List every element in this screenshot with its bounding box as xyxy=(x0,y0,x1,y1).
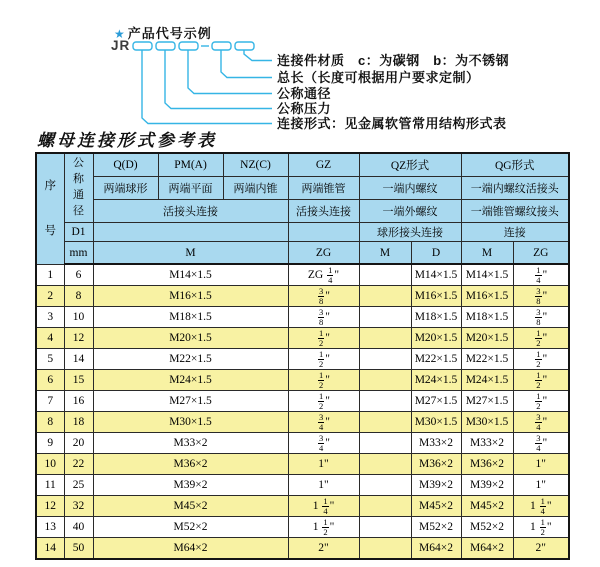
row-qg-zg: 1" xyxy=(513,475,569,496)
row-gz: 1 $\frac{1}{4}$ " xyxy=(288,496,359,517)
header-mm: mm xyxy=(64,242,93,265)
row-qg-zg: $\frac{1}{2}$ " xyxy=(513,349,569,370)
row-qg-zg: $\frac{1}{2}$ " xyxy=(513,370,569,391)
row-qz-d: M22×1.5 xyxy=(411,349,461,370)
row-qg-m: M18×1.5 xyxy=(461,307,513,328)
row-gz: $\frac{1}{2}$ " xyxy=(288,349,359,370)
header-qg: QG形式 xyxy=(461,153,569,177)
row-m: M16×1.5 xyxy=(93,286,288,307)
row-qg-zg: $\frac{1}{2}$ " xyxy=(513,391,569,412)
row-dn: 20 xyxy=(64,433,93,454)
code-box xyxy=(133,42,152,50)
row-m: M20×1.5 xyxy=(93,328,288,349)
row-qz-d: M33×2 xyxy=(411,433,461,454)
row-qz-m xyxy=(359,475,411,496)
row-dn: 12 xyxy=(64,328,93,349)
row-dn: 22 xyxy=(64,454,93,475)
row-qg-zg: 1" xyxy=(513,454,569,475)
row-qg-zg: $\frac{1}{2}$ " xyxy=(513,328,569,349)
header-qz-desc1: 一端内螺纹 xyxy=(359,177,461,200)
nut-connection-table xyxy=(35,152,570,560)
row-qg-zg: $\frac{3}{4}$ " xyxy=(513,433,569,454)
code-box xyxy=(212,42,231,50)
row-qg-m: M39×2 xyxy=(461,475,513,496)
row-qz-d: M18×1.5 xyxy=(411,307,461,328)
row-m: M22×1.5 xyxy=(93,349,288,370)
row-dn: 6 xyxy=(64,264,93,286)
row-dn: 10 xyxy=(64,307,93,328)
row-qg-m: M14×1.5 xyxy=(461,264,513,286)
header-qz: QZ形式 xyxy=(359,153,461,177)
row-dn: 40 xyxy=(64,517,93,538)
row-m: M18×1.5 xyxy=(93,307,288,328)
header-qg-zg: ZG xyxy=(513,242,569,265)
table-row xyxy=(36,328,569,349)
table-row xyxy=(36,264,569,286)
row-m: M39×2 xyxy=(93,475,288,496)
row-m: M24×1.5 xyxy=(93,370,288,391)
header-zg: ZG xyxy=(288,242,359,265)
row-m: M30×1.5 xyxy=(93,412,288,433)
row-m: M27×1.5 xyxy=(93,391,288,412)
row-qg-m: M64×2 xyxy=(461,538,513,560)
row-m: M14×1.5 xyxy=(93,264,288,286)
row-no: 2 xyxy=(36,286,64,307)
table-row xyxy=(36,496,569,517)
row-no: 5 xyxy=(36,349,64,370)
header-qg-desc2: 一端锥管螺纹接头 xyxy=(461,200,569,223)
row-qg-zg: 1 $\frac{1}{2}$ " xyxy=(513,517,569,538)
row-gz: 1" xyxy=(288,475,359,496)
row-gz: 1 $\frac{1}{2}$ " xyxy=(288,517,359,538)
row-dn: 18 xyxy=(64,412,93,433)
callout-label-pressure: 公称压力 xyxy=(277,101,332,116)
table-row xyxy=(36,454,569,475)
row-dn: 25 xyxy=(64,475,93,496)
row-qz-d: M64×2 xyxy=(411,538,461,560)
header-nz: NZ(C) xyxy=(223,153,288,177)
row-qg-m: M20×1.5 xyxy=(461,328,513,349)
row-gz: $\frac{1}{2}$ " xyxy=(288,370,359,391)
header-qz-connection: 球形接头连接 xyxy=(359,223,461,242)
header-nominal-diameter: 公称通径 xyxy=(64,153,93,223)
table-row xyxy=(36,433,569,454)
row-qg-zg: $\frac{1}{4}$ " xyxy=(513,264,569,286)
row-no: 12 xyxy=(36,496,64,517)
row-qz-d: M39×2 xyxy=(411,475,461,496)
header-qg-connection: 连接 xyxy=(461,223,569,242)
header-gz: GZ xyxy=(288,153,359,177)
product-code-prefix: JR xyxy=(111,38,131,53)
table-row xyxy=(36,475,569,496)
row-gz: 2" xyxy=(288,538,359,560)
header-qz-m: M xyxy=(359,242,411,265)
row-no: 8 xyxy=(36,412,64,433)
row-m: M33×2 xyxy=(93,433,288,454)
code-box xyxy=(235,42,254,50)
header-q: Q(D) xyxy=(93,153,158,177)
callout-label-length: 总长（长度可根据用户要求定制） xyxy=(277,70,480,85)
row-qg-m: M36×2 xyxy=(461,454,513,475)
row-qz-m xyxy=(359,307,411,328)
diagram-title-text: 产品代号示例 xyxy=(127,26,212,41)
row-no: 7 xyxy=(36,391,64,412)
header-seq: 序号 xyxy=(36,153,64,264)
table-row xyxy=(36,307,569,328)
table-row xyxy=(36,286,569,307)
row-gz: $\frac{1}{2}$ " xyxy=(288,328,359,349)
header-qg-desc1: 一端内螺纹活接头 xyxy=(461,177,569,200)
row-no: 11 xyxy=(36,475,64,496)
row-qz-m xyxy=(359,538,411,560)
row-qz-d: M14×1.5 xyxy=(411,264,461,286)
table-row xyxy=(36,370,569,391)
row-qg-m: M16×1.5 xyxy=(461,286,513,307)
table-row xyxy=(36,391,569,412)
row-qg-zg: 1 $\frac{1}{4}$ " xyxy=(513,496,569,517)
header-qz-d: D xyxy=(411,242,461,265)
header-union-connection: 活接头连接 xyxy=(93,200,288,223)
row-qz-d: M30×1.5 xyxy=(411,412,461,433)
row-qg-zg: $\frac{3}{8}$ " xyxy=(513,307,569,328)
header-pm-desc: 两端平面 xyxy=(158,177,223,200)
row-qz-m xyxy=(359,370,411,391)
star-icon: ★ xyxy=(114,27,126,41)
row-dn: 50 xyxy=(64,538,93,560)
header-qg-m: M xyxy=(461,242,513,265)
row-qz-m xyxy=(359,328,411,349)
header-m-wide: M xyxy=(93,242,288,265)
row-qg-m: M24×1.5 xyxy=(461,370,513,391)
code-box xyxy=(156,42,175,50)
row-qz-m xyxy=(359,349,411,370)
row-qz-d: M27×1.5 xyxy=(411,391,461,412)
callout-label-material: 连接件材质 c：为碳钢 b：为不锈钢 xyxy=(277,53,510,68)
table-row xyxy=(36,349,569,370)
header-q-desc: 两端球形 xyxy=(93,177,158,200)
row-qg-m: M45×2 xyxy=(461,496,513,517)
row-qg-zg: $\frac{3}{8}$ " xyxy=(513,286,569,307)
callout-line xyxy=(221,50,272,78)
row-m: M36×2 xyxy=(93,454,288,475)
header-gz-connection: 活接头连接 xyxy=(288,200,359,223)
row-qz-m xyxy=(359,412,411,433)
row-qg-zg: 2" xyxy=(513,538,569,560)
callout-line xyxy=(188,50,272,94)
row-gz: $\frac{3}{8}$ " xyxy=(288,307,359,328)
header-pm: PM(A) xyxy=(158,153,223,177)
table-row xyxy=(36,538,569,560)
row-qz-d: M20×1.5 xyxy=(411,328,461,349)
header-empty-left xyxy=(93,223,288,242)
row-qz-d: M36×2 xyxy=(411,454,461,475)
row-dn: 15 xyxy=(64,370,93,391)
table-row xyxy=(36,412,569,433)
row-qz-d: M24×1.5 xyxy=(411,370,461,391)
callout-line xyxy=(165,50,272,109)
header-qz-desc2: 一端外螺纹 xyxy=(359,200,461,223)
row-no: 14 xyxy=(36,538,64,560)
row-qg-zg: $\frac{3}{4}$ " xyxy=(513,412,569,433)
row-qz-m xyxy=(359,286,411,307)
row-no: 13 xyxy=(36,517,64,538)
table-title: 螺母连接形式参考表 xyxy=(37,131,217,150)
table-row xyxy=(36,517,569,538)
row-m: M52×2 xyxy=(93,517,288,538)
row-gz: $\frac{3}{8}$ " xyxy=(288,286,359,307)
row-no: 10 xyxy=(36,454,64,475)
row-qz-m xyxy=(359,496,411,517)
header-nz-desc: 两端内锥 xyxy=(223,177,288,200)
row-dn: 16 xyxy=(64,391,93,412)
row-qz-d: M52×2 xyxy=(411,517,461,538)
row-gz: ZG $\frac{1}{4}$ " xyxy=(288,264,359,286)
row-dn: 8 xyxy=(64,286,93,307)
row-qz-m xyxy=(359,433,411,454)
row-qz-m xyxy=(359,264,411,286)
header-d1: D1 xyxy=(64,223,93,242)
row-no: 1 xyxy=(36,264,64,286)
row-m: M45×2 xyxy=(93,496,288,517)
row-qz-d: M45×2 xyxy=(411,496,461,517)
row-qg-m: M30×1.5 xyxy=(461,412,513,433)
callout-line xyxy=(244,50,272,61)
row-dn: 32 xyxy=(64,496,93,517)
row-qz-m xyxy=(359,517,411,538)
row-qg-m: M22×1.5 xyxy=(461,349,513,370)
row-qz-d: M16×1.5 xyxy=(411,286,461,307)
reference-table-wrapper xyxy=(35,152,570,560)
row-gz: $\frac{3}{4}$ " xyxy=(288,412,359,433)
row-gz: 1" xyxy=(288,454,359,475)
header-empty-gz xyxy=(288,223,359,242)
row-m: M64×2 xyxy=(93,538,288,560)
callout-label-connection: 连接形式：见金属软管常用结构形式表 xyxy=(277,116,507,131)
callout-label-diameter: 公称通径 xyxy=(277,86,332,101)
row-qz-m xyxy=(359,454,411,475)
row-qg-m: M52×2 xyxy=(461,517,513,538)
row-no: 3 xyxy=(36,307,64,328)
row-qg-m: M33×2 xyxy=(461,433,513,454)
row-gz: $\frac{3}{4}$ " xyxy=(288,433,359,454)
table-body xyxy=(36,264,569,559)
header-gz-desc: 两端锥管 xyxy=(288,177,359,200)
row-no: 6 xyxy=(36,370,64,391)
code-box xyxy=(179,42,198,50)
row-no: 9 xyxy=(36,433,64,454)
row-dn: 14 xyxy=(64,349,93,370)
row-no: 4 xyxy=(36,328,64,349)
row-gz: $\frac{1}{2}$ " xyxy=(288,391,359,412)
row-qg-m: M27×1.5 xyxy=(461,391,513,412)
row-qz-m xyxy=(359,391,411,412)
